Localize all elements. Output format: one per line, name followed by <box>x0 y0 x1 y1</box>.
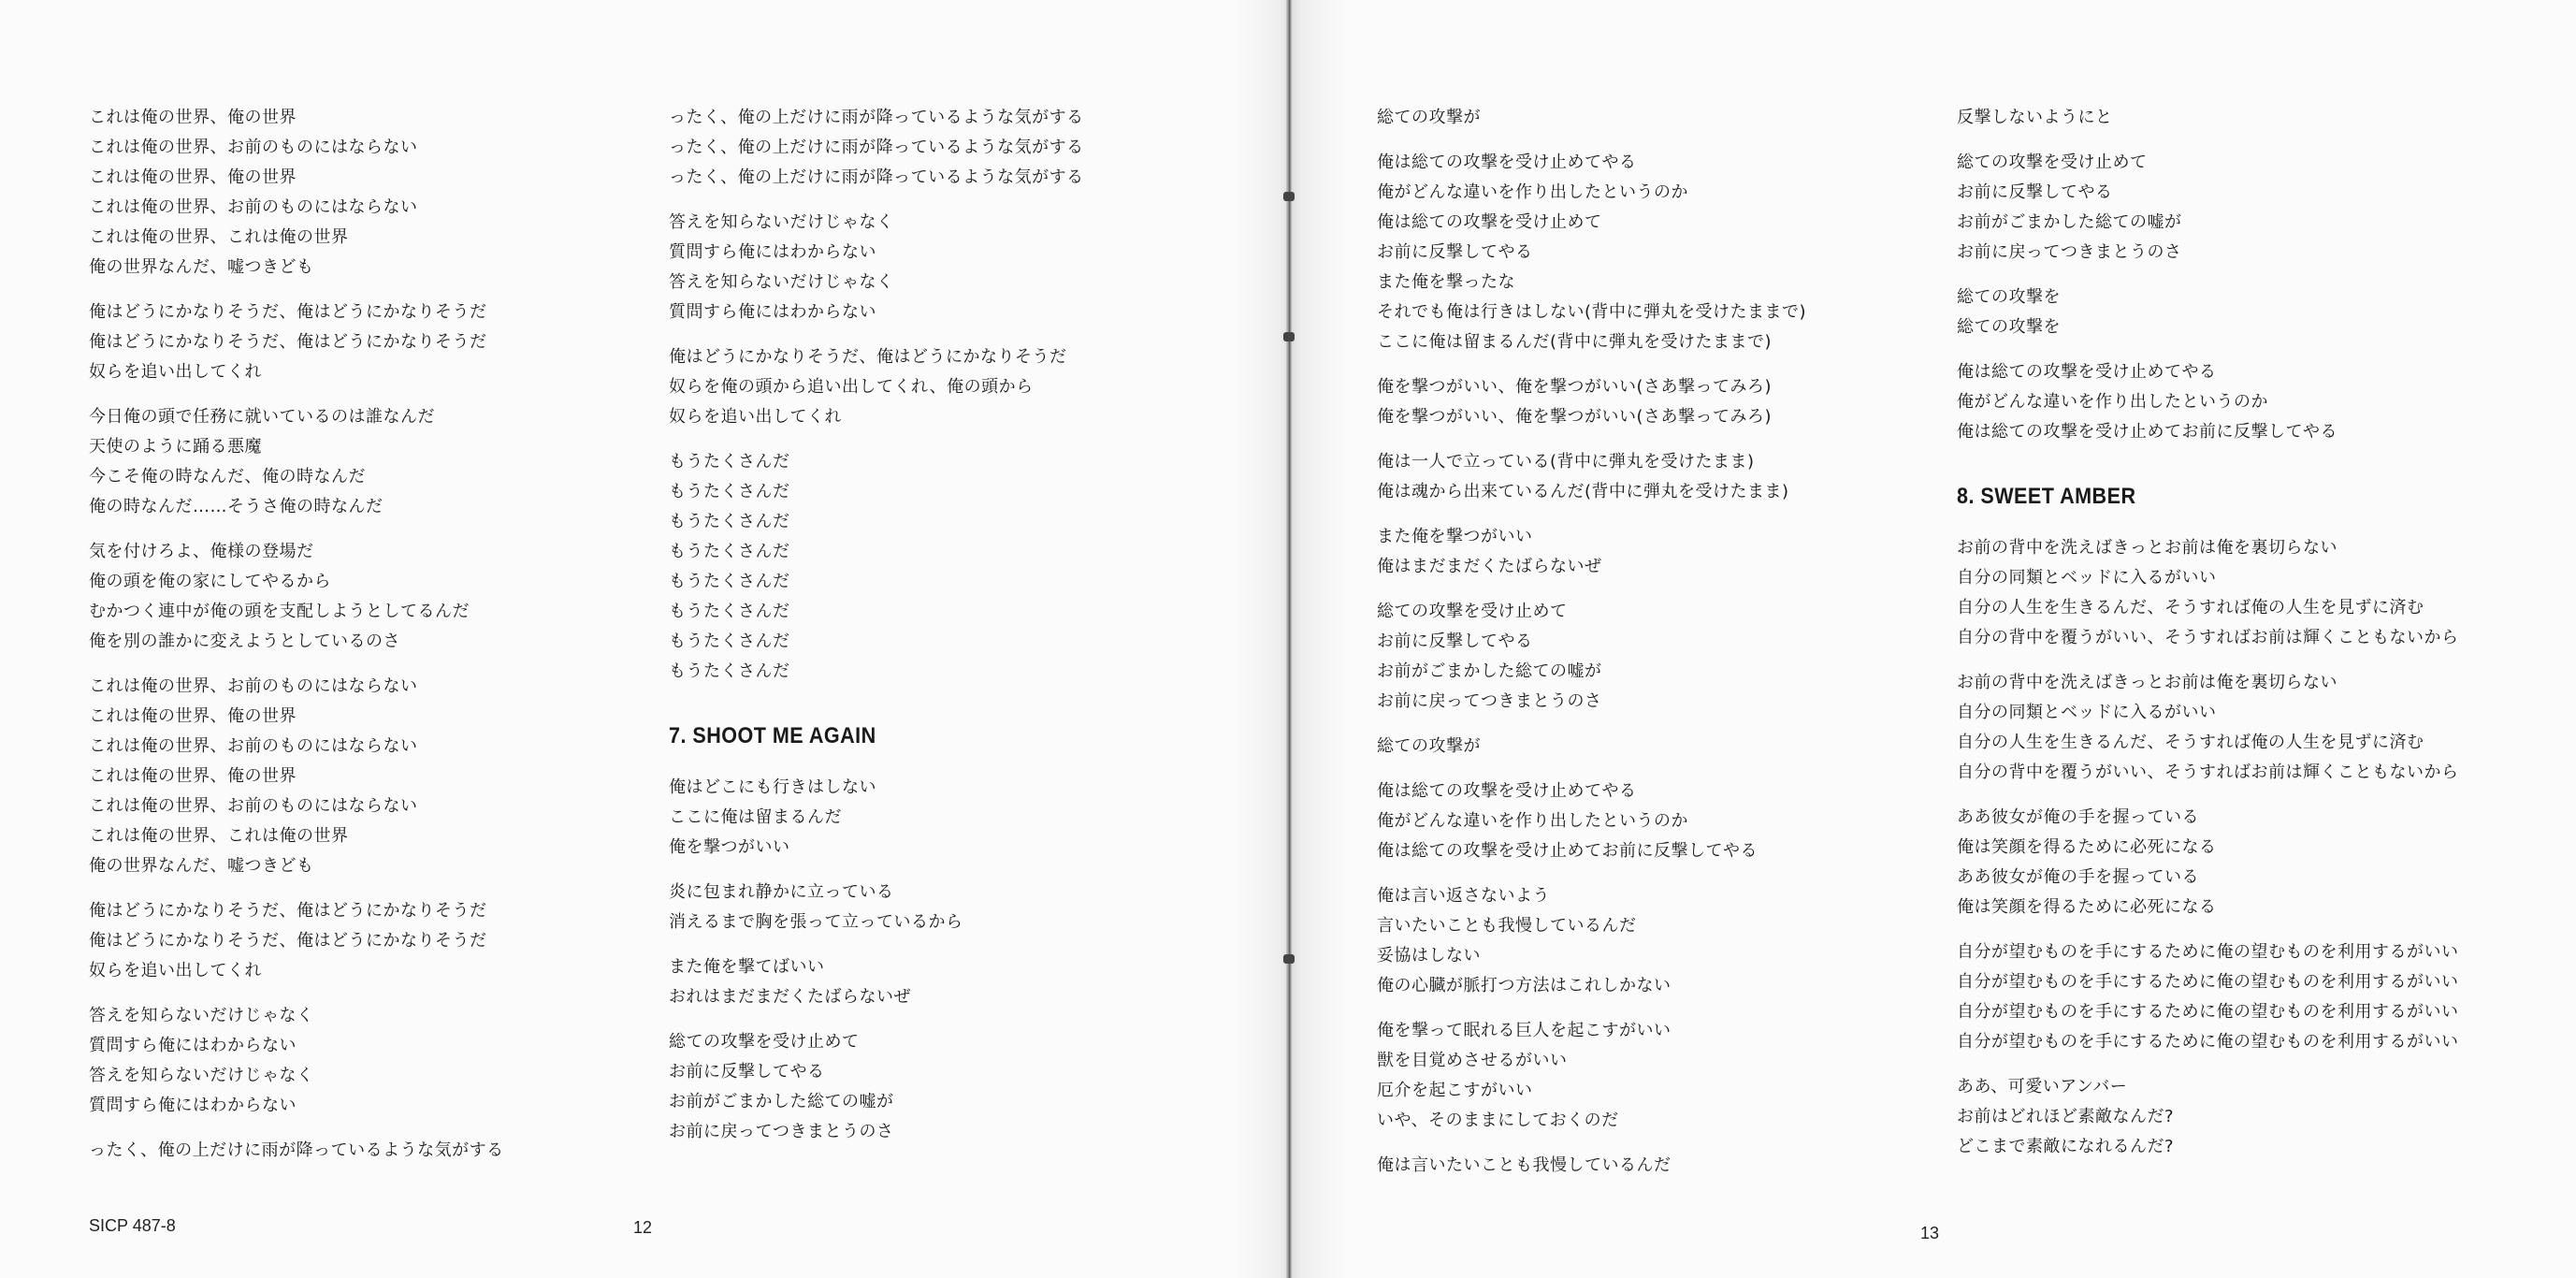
lyric-line: 俺を撃って眠れる巨人を起こすがいい <box>1377 1021 1672 1040</box>
lyric-line: お前の背中を洗えばきっとお前は俺を裏切らない <box>1957 673 2337 692</box>
lyric-line: 俺の世界なんだ、嘘つきども <box>89 856 314 876</box>
lyrics-column-3 <box>1377 103 1901 1196</box>
lyric-line: 俺はどうにかなりそうだ、俺はどうにかなりそうだ <box>89 931 487 951</box>
lyric-line: 俺がどんな違いを作り出したというのか <box>1377 182 1688 202</box>
lyric-line: 総ての攻撃を受け止めて <box>669 1032 860 1052</box>
lyric-line: 俺の世界なんだ、嘘つきども <box>89 257 314 277</box>
lyric-line: お前に反撃してやる <box>669 1062 825 1082</box>
lyric-line: 自分の背中を覆うがいい、そうすればお前は輝くこともないから <box>1957 628 2459 647</box>
lyric-line: お前に反撃してやる <box>1377 632 1533 651</box>
page-number-left: 12 <box>633 1218 653 1237</box>
lyric-line: 自分が望むものを手にするために俺の望むものを利用するがいい <box>1957 1002 2459 1022</box>
lyric-line: ったく、俺の上だけに雨が降っているような気がする <box>669 138 1084 157</box>
lyric-line: ったく、俺の上だけに雨が降っているような気がする <box>669 167 1084 187</box>
lyric-line: これは俺の世界、お前のものにはならない <box>89 676 418 696</box>
lyric-line: 俺は魂から出来ているんだ(背中に弾丸を受けたまま) <box>1377 482 1789 501</box>
lyric-line: 自分が望むものを手にするために俺の望むものを利用するがいい <box>1957 972 2459 992</box>
lyric-line: 質問すら俺にはわからない <box>89 1096 297 1115</box>
lyric-stanza <box>89 298 613 387</box>
lyric-stanza <box>89 103 613 283</box>
lyric-line: もうたくさんだ <box>669 542 790 561</box>
lyric-line: 天使のように踊る悪魔 <box>89 437 262 457</box>
lyric-line: 自分の同類とベッドに入るがいい <box>1957 703 2217 722</box>
lyric-stanza <box>1377 447 1901 507</box>
lyric-stanza <box>1377 103 1901 133</box>
lyric-line: 俺はまだまだくたばらないぜ <box>1377 557 1602 576</box>
lyric-stanza <box>669 447 1193 687</box>
lyric-stanza <box>1377 372 1901 432</box>
lyric-line: 俺は総ての攻撃を受け止めてお前に反撃してやる <box>1957 422 2337 442</box>
lyric-line: 厄介を起こすがいい <box>1377 1081 1533 1100</box>
lyric-line: 自分が望むものを手にするために俺の望むものを利用するがいい <box>1957 1032 2459 1052</box>
lyric-stanza <box>669 773 1193 863</box>
lyric-line: 俺はどこにも行きはしない <box>669 777 876 797</box>
lyric-line: これは俺の世界、お前のものにはならない <box>89 796 418 816</box>
lyric-line: また俺を撃てばいい <box>669 957 825 977</box>
lyric-line: 俺は総ての攻撃を受け止めてやる <box>1957 362 2217 382</box>
lyric-line: 俺はどうにかなりそうだ、俺はどうにかなりそうだ <box>89 332 487 352</box>
lyric-stanza <box>1957 803 2518 922</box>
spine-staple <box>1283 332 1295 341</box>
column-2-top <box>669 103 1193 687</box>
lyric-line: 炎に包まれ静かに立っている <box>669 882 894 902</box>
lyric-line: ああ彼女が俺の手を握っている <box>1957 807 2199 827</box>
lyric-stanza <box>89 402 613 522</box>
lyric-line: 獣を目覚めさせるがいい <box>1377 1051 1568 1070</box>
lyric-line: 俺は笑顔を得るために必死になる <box>1957 837 2217 857</box>
lyric-line: お前がごまかした総ての嘘が <box>669 1092 894 1111</box>
lyric-line: 自分の人生を生きるんだ、そうすれば俺の人生を見ずに済む <box>1957 733 2424 752</box>
lyric-line: お前はどれほど素敵なんだ? <box>1957 1107 2175 1126</box>
lyric-stanza <box>669 342 1193 432</box>
lyric-line: 俺はどうにかなりそうだ、俺はどうにかなりそうだ <box>89 901 487 921</box>
spine-staple <box>1283 954 1295 964</box>
lyric-line: 自分の同類とベッドに入るがいい <box>1957 568 2217 588</box>
lyric-line: ああ彼女が俺の手を握っている <box>1957 867 2199 887</box>
lyric-line: 今日俺の頭で任務に就いているのは誰なんだ <box>89 407 435 427</box>
lyric-line: 俺はどうにかなりそうだ、俺はどうにかなりそうだ <box>89 302 487 322</box>
lyric-line: お前に戻ってつきまとうのさ <box>669 1122 894 1141</box>
lyric-line: 俺は総ての攻撃を受け止めてお前に反撃してやる <box>1377 841 1758 861</box>
lyric-line: 総ての攻撃を受け止めて <box>1957 152 2148 172</box>
lyric-line: 俺は総ての攻撃を受け止めて <box>1377 212 1602 232</box>
lyric-stanza <box>89 1136 613 1166</box>
lyric-line: 俺を撃つがいい、俺を撃つがいい(さあ撃ってみろ) <box>1377 377 1773 397</box>
lyric-stanza <box>669 952 1193 1012</box>
lyric-line: もうたくさんだ <box>669 512 790 531</box>
lyric-line: もうたくさんだ <box>669 602 790 621</box>
lyric-line: これは俺の世界、俺の世界 <box>89 167 297 187</box>
lyric-line: これは俺の世界、お前のものにはならない <box>89 197 418 217</box>
lyric-stanza <box>1957 668 2518 788</box>
lyrics-column-1 <box>89 103 613 1181</box>
lyric-stanza <box>1957 357 2518 447</box>
lyric-line: 俺の心臓が脈打つ方法はこれしかない <box>1377 976 1672 995</box>
lyric-line: 総ての攻撃が <box>1377 736 1481 756</box>
lyric-stanza <box>89 672 613 881</box>
lyric-line: 俺を撃つがいい <box>669 837 790 857</box>
lyric-line: お前に反撃してやる <box>1377 242 1533 262</box>
lyric-line: これは俺の世界、お前のものにはならない <box>89 736 418 756</box>
lyric-stanza <box>1957 533 2518 653</box>
lyrics-column-4 <box>1957 103 2518 1177</box>
lyric-line: もうたくさんだ <box>669 661 790 681</box>
lyric-line: ったく、俺の上だけに雨が降っているような気がする <box>669 108 1084 127</box>
page-number-right: 13 <box>1920 1224 1940 1242</box>
lyric-line: 俺はどうにかなりそうだ、俺はどうにかなりそうだ <box>669 347 1067 367</box>
lyric-line: 自分の人生を生きるんだ、そうすれば俺の人生を見ずに済む <box>1957 598 2424 617</box>
catalog-number: SICP 487-8 <box>89 1216 176 1235</box>
lyric-stanza <box>669 878 1193 937</box>
lyric-line: 答えを知らないだけじゃなく <box>669 272 894 292</box>
lyric-line: 総ての攻撃を受け止めて <box>1377 602 1568 621</box>
lyric-line: 言いたいことも我慢しているんだ <box>1377 916 1637 936</box>
lyric-line: もうたくさんだ <box>669 482 790 501</box>
lyric-line: 俺がどんな違いを作り出したというのか <box>1377 811 1688 831</box>
lyric-line: 奴らを追い出してくれ <box>89 362 262 382</box>
lyric-stanza <box>89 1001 613 1121</box>
spine-staple <box>1283 192 1295 201</box>
lyric-line: ここに俺は留まるんだ(背中に弾丸を受けたままで) <box>1377 332 1773 352</box>
lyric-stanza <box>1377 881 1901 1001</box>
lyric-line: 反撃しないようにと <box>1957 108 2113 127</box>
lyric-line: 自分が望むものを手にするために俺の望むものを利用するがいい <box>1957 942 2459 962</box>
lyric-stanza <box>1377 777 1901 866</box>
lyric-line: 俺がどんな違いを作り出したというのか <box>1957 392 2268 412</box>
lyric-line: 俺の頭を俺の家にしてやるから <box>89 572 331 591</box>
lyric-stanza <box>1957 148 2518 268</box>
lyric-line: 答えを知らないだけじゃなく <box>669 212 894 232</box>
lyric-line: 自分の背中を覆うがいい、そうすればお前は輝くこともないから <box>1957 762 2459 782</box>
lyric-stanza <box>669 103 1193 193</box>
lyric-line: また俺を撃ったな <box>1377 272 1515 292</box>
lyric-stanza <box>89 896 613 986</box>
lyric-line: 答えを知らないだけじゃなく <box>89 1066 314 1085</box>
lyric-line: 俺は言い返さないよう <box>1377 886 1550 906</box>
lyric-line: お前に戻ってつきまとうのさ <box>1377 691 1602 711</box>
lyric-stanza <box>1377 148 1901 357</box>
lyric-stanza <box>1377 732 1901 762</box>
lyric-line: 俺は言いたいことも我慢しているんだ <box>1377 1155 1672 1175</box>
lyric-line: 質問すら俺にはわからない <box>89 1036 297 1055</box>
lyric-line: 俺を別の誰かに変えようとしているのさ <box>89 632 400 651</box>
lyric-line: また俺を撃つがいい <box>1377 527 1533 546</box>
lyric-stanza <box>669 1027 1193 1147</box>
lyric-line: 俺を撃つがいい、俺を撃つがいい(さあ撃ってみろ) <box>1377 407 1773 427</box>
lyric-line: 答えを知らないだけじゃなく <box>89 1006 314 1025</box>
lyric-line: 質問すら俺にはわからない <box>669 302 876 322</box>
lyric-stanza <box>1377 522 1901 582</box>
lyric-line: お前に反撃してやる <box>1957 182 2113 202</box>
lyric-line: 奴らを追い出してくれ <box>669 407 842 427</box>
lyric-line: 奴らを俺の頭から追い出してくれ、俺の頭から <box>669 377 1034 397</box>
lyric-line: 総ての攻撃が <box>1377 108 1481 127</box>
lyric-line: 妥協はしない <box>1377 946 1481 966</box>
lyric-line: ったく、俺の上だけに雨が降っているような気がする <box>89 1140 504 1160</box>
lyric-line: これは俺の世界、俺の世界 <box>89 766 297 786</box>
lyric-line: 総ての攻撃を <box>1957 317 2061 337</box>
lyric-stanza <box>1957 283 2518 342</box>
lyric-line: 俺は総ての攻撃を受け止めてやる <box>1377 152 1637 172</box>
lyric-line: もうたくさんだ <box>669 632 790 651</box>
lyric-stanza <box>1377 1016 1901 1136</box>
lyric-line: これは俺の世界、これは俺の世界 <box>89 227 349 247</box>
lyric-stanza <box>1957 937 2518 1057</box>
column-4-top <box>1957 103 2518 447</box>
lyric-line: これは俺の世界、俺の世界 <box>89 706 297 726</box>
lyric-line: もうたくさんだ <box>669 452 790 472</box>
lyric-line: 奴らを追い出してくれ <box>89 961 262 980</box>
lyric-line: お前がごまかした総ての嘘が <box>1377 661 1602 681</box>
lyric-line: 気を付けろよ、俺様の登場だ <box>89 542 314 561</box>
lyric-line: ここに俺は留まるんだ <box>669 807 842 827</box>
lyric-line: いや、そのままにしておくのだ <box>1377 1111 1619 1130</box>
lyric-line: 消えるまで胸を張って立っているから <box>669 912 963 932</box>
lyric-line: それでも俺は行きはしない(背中に弾丸を受けたままで) <box>1377 302 1807 322</box>
lyrics-column-2 <box>669 103 1193 1162</box>
lyric-line: おれはまだまだくたばらないぜ <box>669 987 911 1007</box>
lyric-line: どこまで素敵になれるんだ? <box>1957 1137 2175 1156</box>
lyric-stanza <box>669 208 1193 327</box>
lyric-line: 俺の時なんだ……そうさ俺の時なんだ <box>89 497 384 516</box>
lyric-stanza <box>1957 1072 2518 1162</box>
lyric-line: お前に戻ってつきまとうのさ <box>1957 242 2182 262</box>
lyric-line: 俺は笑顔を得るために必死になる <box>1957 897 2217 917</box>
lyric-line: これは俺の世界、お前のものにはならない <box>89 138 418 157</box>
lyric-line: お前の背中を洗えばきっとお前は俺を裏切らない <box>1957 538 2337 558</box>
column-2-bottom <box>669 773 1193 1147</box>
lyric-line: 今こそ俺の時なんだ、俺の時なんだ <box>89 467 366 487</box>
lyric-stanza <box>1957 103 2518 133</box>
lyric-line: もうたくさんだ <box>669 572 790 591</box>
lyric-line: 俺は総ての攻撃を受け止めてやる <box>1377 781 1637 801</box>
song-title-shoot-me-again: 7. SHOOT ME AGAIN <box>669 723 876 748</box>
lyric-line: 質問すら俺にはわからない <box>669 242 876 262</box>
lyric-stanza <box>1377 597 1901 717</box>
lyric-line: ああ、可愛いアンバー <box>1957 1077 2128 1096</box>
song-title-sweet-amber: 8. SWEET AMBER <box>1957 484 2136 509</box>
lyric-line: お前がごまかした総ての嘘が <box>1957 212 2182 232</box>
lyric-line: これは俺の世界、これは俺の世界 <box>89 826 349 846</box>
lyric-stanza <box>1377 1151 1901 1181</box>
lyric-line: むかつく連中が俺の頭を支配しようとしてるんだ <box>89 602 470 621</box>
lyric-line: これは俺の世界、俺の世界 <box>89 108 297 127</box>
column-4-bottom <box>1957 533 2518 1162</box>
lyric-line: 俺は一人で立っている(背中に弾丸を受けたまま) <box>1377 452 1755 472</box>
lyric-line: 総ての攻撃を <box>1957 287 2061 307</box>
lyric-stanza <box>89 537 613 657</box>
